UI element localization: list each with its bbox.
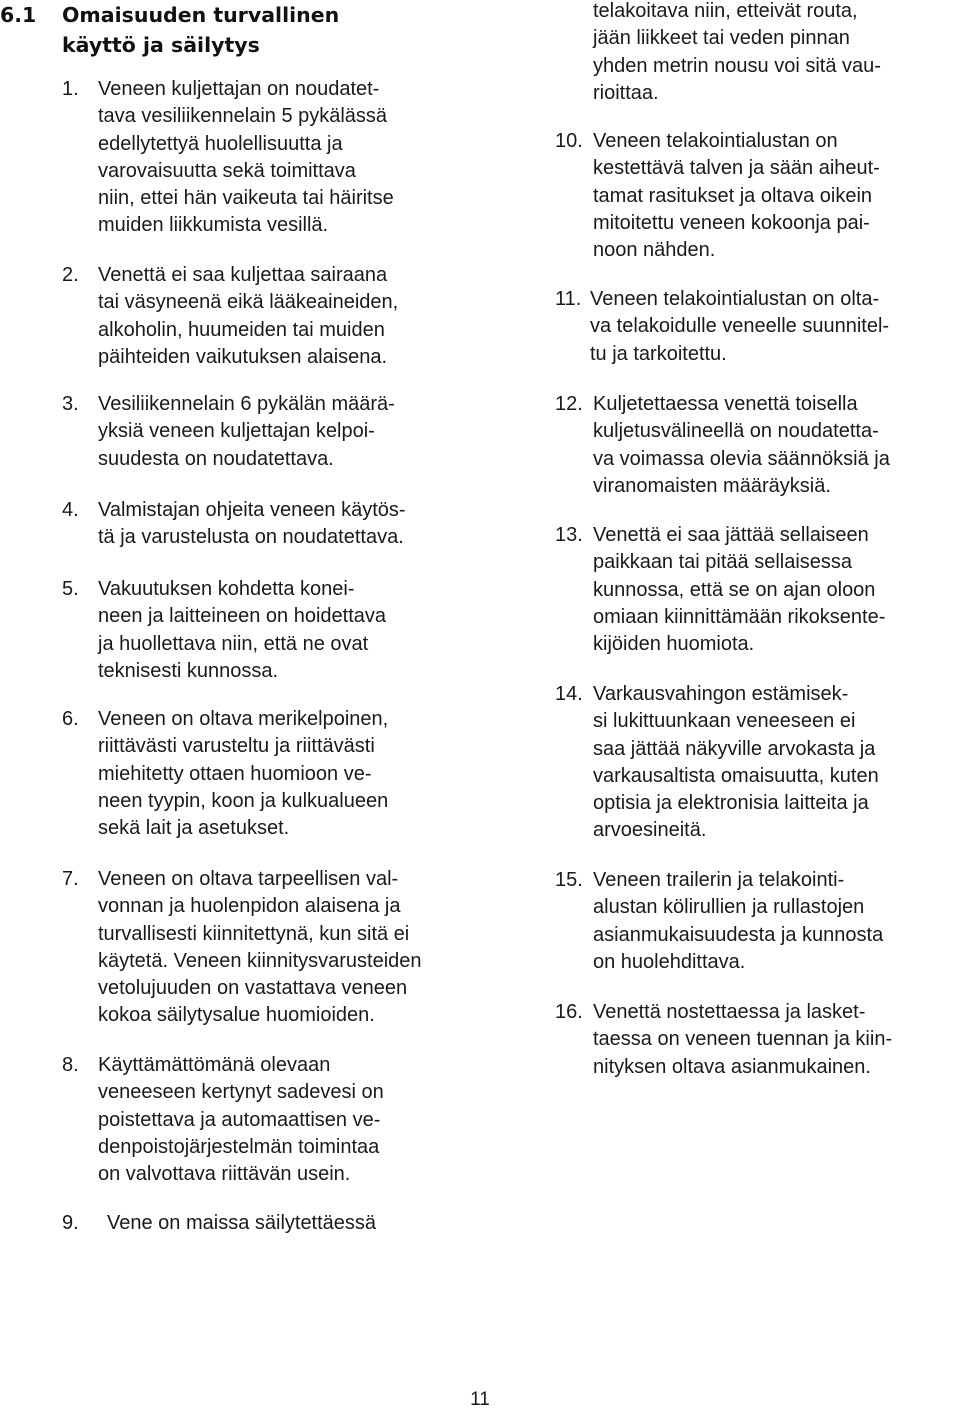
list-item — [555, 128, 880, 264]
list-item — [62, 576, 386, 685]
list-item — [555, 999, 892, 1081]
item-text-line: telakoitava niin, etteivät routa, — [593, 0, 858, 22]
list-item — [555, 681, 879, 845]
item-text-line: Venettä ei saa kuljettaa sairaana — [98, 264, 388, 286]
item-text-line: muiden liikkumista vesillä. — [98, 214, 329, 237]
item-text-line: riittävästi varusteltu ja riittävästi — [98, 735, 375, 758]
list-item — [555, 286, 889, 368]
item-text-line: varkausaltista omaisuutta, kuten — [593, 764, 879, 787]
item-text-line: Veneen kuljettajan on noudatet- — [98, 78, 380, 100]
item-text-line: arvoesineitä. — [593, 819, 707, 842]
item-number: 13. — [555, 524, 583, 546]
item-text-line: kijöiden huomiota. — [593, 633, 755, 656]
item-text-line: taessa on veneen tuennan ja kiin- — [593, 1028, 893, 1051]
section-title-line: Omaisuuden turvallinen — [62, 3, 340, 27]
item-text-line: paikkaan tai pitää sellaisessa — [593, 551, 853, 574]
item-text-line: mitoitettu veneen kokoonja pai- — [593, 211, 870, 234]
list-item — [62, 866, 422, 1030]
item-text-line: nityksen oltava asianmukainen. — [593, 1055, 871, 1078]
item-number: 4. — [62, 499, 79, 521]
item-text-line: veneeseen kertynyt sadevesi on — [98, 1081, 384, 1104]
item-text-line: neen ja laitteineen on hoidettava — [98, 605, 387, 628]
list-item — [62, 391, 395, 473]
item-text-line: niin, ettei hän vaikeuta tai häiritse — [98, 187, 394, 210]
item-text-line: Venettä nostettaessa ja lasket- — [593, 1001, 866, 1023]
list-item — [555, 391, 890, 500]
item-text-line: optisia ja elektronisia laitteita ja — [593, 792, 869, 815]
item-text-line: tai väsyneenä eikä lääkeaineiden, — [98, 291, 399, 314]
item-text-line: vonnan ja huolenpidon alaisena ja — [98, 895, 401, 918]
list-item — [62, 1210, 376, 1237]
page-number: 11 — [470, 1389, 490, 1410]
item-text-line: edellytettyä huolellisuutta ja — [98, 132, 343, 155]
item-text-line: Vene on maissa säilytettäessä — [107, 1212, 377, 1234]
item-text-line: Veneen telakointialustan on olta- — [590, 288, 880, 310]
item-text-line: noon nähden. — [593, 239, 716, 262]
item-text-line: turvallisesti kiinnitettynä, kun sitä ei — [98, 922, 410, 945]
item-text-line: päihteiden vaikutuksen alaisena. — [98, 345, 388, 368]
item-text-line: Veneen on oltava merikelpoinen, — [98, 708, 389, 730]
item-text-line: si lukittuunkaan veneeseen ei — [593, 710, 856, 733]
item-number: 14. — [555, 683, 583, 705]
item-number: 12. — [555, 393, 583, 415]
item-text-line: yhden metrin nousu voi sitä vau- — [593, 54, 881, 77]
item-text-line: asianmukaisuudesta ja kunnosta — [593, 923, 884, 946]
item-text-line: on huolehdittava. — [593, 950, 746, 973]
item-number: 10. — [555, 130, 583, 152]
item-text-line: kuljetusvälineellä on noudatetta- — [593, 420, 879, 443]
item-number: 9. — [62, 1212, 79, 1234]
item-number: 2. — [62, 264, 79, 286]
item-number: 15. — [555, 869, 583, 891]
item-text-line: viranomaisten määräyksiä. — [593, 474, 831, 497]
item-number: 6. — [62, 708, 79, 730]
item-text-line: jään liikkeet tai veden pinnan — [593, 27, 850, 50]
section-number: 6.1 — [0, 3, 37, 27]
item-text-line: Käyttämättömänä olevaan — [98, 1054, 331, 1076]
item-number: 3. — [62, 393, 79, 415]
item-text-line: kestettävä talven ja sään aiheut- — [593, 157, 880, 180]
item-text-line: va telakoidulle veneelle suunnitel- — [590, 315, 890, 338]
list-item — [555, 867, 883, 976]
list-item — [555, 0, 881, 107]
item-text-line: Varkausvahingon estämisek- — [593, 683, 849, 705]
item-number: 1. — [62, 78, 79, 100]
item-text-line: saa jättää näkyville arvokasta ja — [593, 737, 876, 760]
item-text-line: Kuljetettaessa venettä toisella — [593, 393, 858, 415]
item-text-line: tava vesiliikennelain 5 pykälässä — [98, 105, 388, 128]
item-text-line: Vesiliikennelain 6 pykälän määrä- — [98, 393, 395, 415]
item-number: 8. — [62, 1054, 79, 1076]
item-text-line: vetolujuuden on vastattava veneen — [98, 977, 408, 1000]
item-text-line: yksiä veneen kuljettajan kelpoi- — [98, 420, 375, 443]
list-item — [62, 706, 388, 842]
item-text-line: rioittaa. — [593, 81, 659, 104]
item-text-line: kokoa säilytysalue huomioiden. — [98, 1004, 375, 1027]
item-text-line: sekä lait ja asetukset. — [98, 817, 290, 840]
item-text-line: varovaisuutta sekä toimittava — [98, 159, 356, 182]
item-number: 5. — [62, 578, 79, 600]
item-text-line: omiaan kiinnittämään rikoksente- — [593, 605, 886, 628]
list-item — [62, 262, 398, 371]
item-text-line: teknisesti kunnossa. — [98, 659, 279, 682]
item-text-line: Veneen on oltava tarpeellisen val- — [98, 868, 399, 890]
item-text-line: Veneen trailerin ja telakointi- — [593, 869, 845, 891]
item-text-line: käytetä. Veneen kiinnitysvarusteiden — [98, 949, 422, 972]
item-text-line: Venettä ei saa jättää sellaiseen — [593, 524, 869, 546]
section-heading — [0, 0, 339, 60]
item-number: 16. — [555, 1001, 583, 1023]
item-text-line: alkoholin, huumeiden tai muiden — [98, 318, 385, 341]
item-text-line: kunnossa, että se on ajan oloon — [593, 578, 876, 601]
item-text-line: va voimassa olevia säännöksiä ja — [593, 447, 890, 470]
item-text-line: denpoistojärjestelmän toimintaa — [98, 1135, 380, 1158]
item-text-line: suudesta on noudatettava. — [98, 447, 334, 470]
item-text-line: poistettava ja automaattisen ve- — [98, 1108, 381, 1131]
item-text-line: neen tyypin, koon ja kulkualueen — [98, 789, 389, 812]
list-item — [62, 76, 394, 240]
item-text-line: Vakuutuksen kohdetta konei- — [98, 578, 355, 600]
item-text-line: alustan kölirullien ja rullastojen — [593, 896, 865, 919]
section-title-line: käyttö ja säilytys — [62, 33, 260, 57]
item-text-line: ja huollettava niin, että ne ovat — [98, 632, 369, 655]
item-text-line: miehitetty ottaen huomioon ve- — [98, 762, 372, 785]
item-text-line: on valvottava riittävän usein. — [98, 1163, 351, 1186]
list-item — [555, 522, 885, 658]
item-number: 11. — [555, 288, 582, 310]
item-text-line: tamat rasitukset ja oltava oikein — [593, 184, 873, 207]
item-number: 7. — [62, 868, 79, 890]
list-item — [62, 497, 406, 552]
list-item — [62, 1052, 384, 1188]
item-text-line: Veneen telakointialustan on — [593, 130, 838, 152]
item-text-line: tä ja varustelusta on noudatettava. — [98, 526, 404, 549]
item-text-line: Valmistajan ohjeita veneen käytös- — [98, 499, 406, 521]
item-text-line: tu ja tarkoitettu. — [590, 342, 727, 365]
